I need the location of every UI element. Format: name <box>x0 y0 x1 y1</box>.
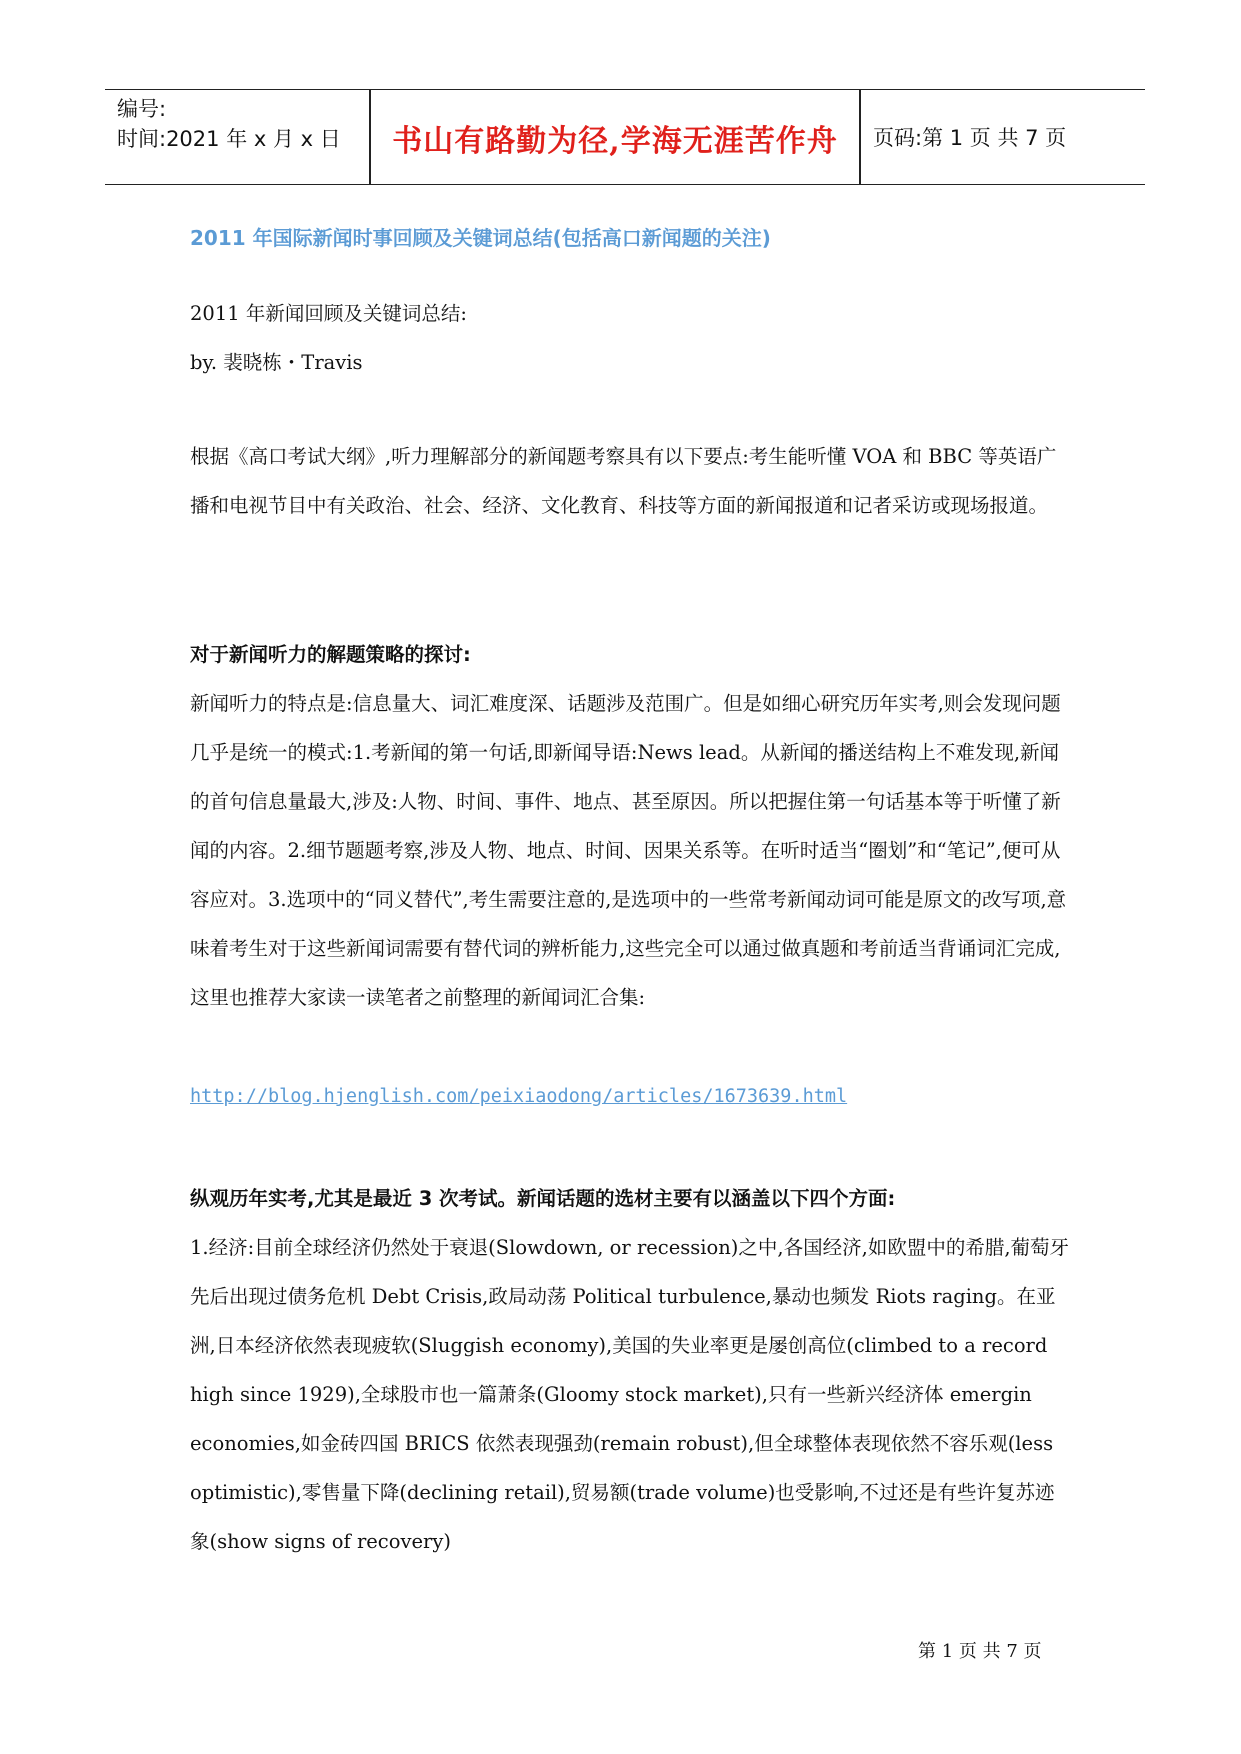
vocab-link[interactable]: http://blog.hjenglish.com/peixiaodong/articles/1673639.html <box>190 1086 848 1107</box>
page-footer: 第 1 页 共 7 页 <box>918 1641 1042 1662</box>
strategy-heading: 对于新闻听力的解题策略的探讨: <box>190 643 471 666</box>
header-divider <box>859 90 861 184</box>
time-label: 时间:2021 年 x 月 x 日 <box>117 127 341 151</box>
subtitle: 2011 年新闻回顾及关键词总结: <box>190 302 467 325</box>
intro-paragraph: 根据《高口考试大纲》,听力理解部分的新闻题考察具有以下要点:考生能听懂 VOA 和 BBC 等英语广播和电视节目中有关政治、社会、经济、文化教育、科技等方面的新闻报道和记者采访或现场报道。 <box>190 445 1057 517</box>
economy-paragraph: 1.经济:目前全球经济仍然处于衰退(Slowdown, or recession)之中,各国经济,如欧盟中的希腊,葡萄牙先后出现过债务危机 Debt Crisis,政局动荡 Political turbulence,暴动也频发 Riots raging。在亚洲,日本经济依然表现疲软(Sluggish economy),美国的失业率更是屡创高位(climbed to a record high since 1929),全球股市也一篇萧条(Gloomy stock market),只有一些新兴经济体 emergin economies,如金砖四国 BRICS 依然表现强劲(remain robust),但全球整体表现依然不容乐观(less optimistic),零售量下降(declining retail),贸易额(trade volume)也受影响,不过还是有些许复苏迹象(show signs of recovery) <box>190 1236 1070 1553</box>
header-page-code: 页码:第 1 页 共 7 页 <box>873 126 1067 150</box>
header-left-info <box>117 94 341 154</box>
number-label: 编号: <box>117 97 167 121</box>
page-header <box>105 89 1145 185</box>
vocab-link-line <box>190 1071 1070 1121</box>
author-line: by. 裴晓栋・Travis <box>190 351 363 374</box>
document-title: 2011 年国际新闻时事回顾及关键词总结(包括高口新闻题的关注) <box>190 226 771 250</box>
strategy-paragraph: 新闻听力的特点是:信息量大、词汇难度深、话题涉及范围广。但是如细心研究历年实考,则会发现问题几乎是统一的模式:1.考新闻的第一句话,即新闻导语:News lead。从新闻的播送结构上不难发现,新闻的首句信息量最大,涉及:人物、时间、事件、地点、甚至原因。所以把握住第一句话基本等于听懂了新闻的内容。2.细节题题考察,涉及人物、地点、时间、因果关系等。在听时适当“圈划”和“笔记”,便可从容应对。3.选项中的“同义替代”,考生需要注意的,是选项中的一些常考新闻动词可能是原文的改写项,意味着考生对于这些新闻词需要有替代词的辨析能力,这些完全可以通过做真题和考前适当背诵词汇完成,这里也推荐大家读一读笔者之前整理的新闻词汇合集: <box>190 692 1067 1009</box>
topics-heading: 纵观历年实考,尤其是最近 3 次考试。新闻话题的选材主要有以涵盖以下四个方面: <box>190 1187 896 1210</box>
header-motto: 书山有路勤为径,学海无涯苦作舟 <box>392 124 838 159</box>
